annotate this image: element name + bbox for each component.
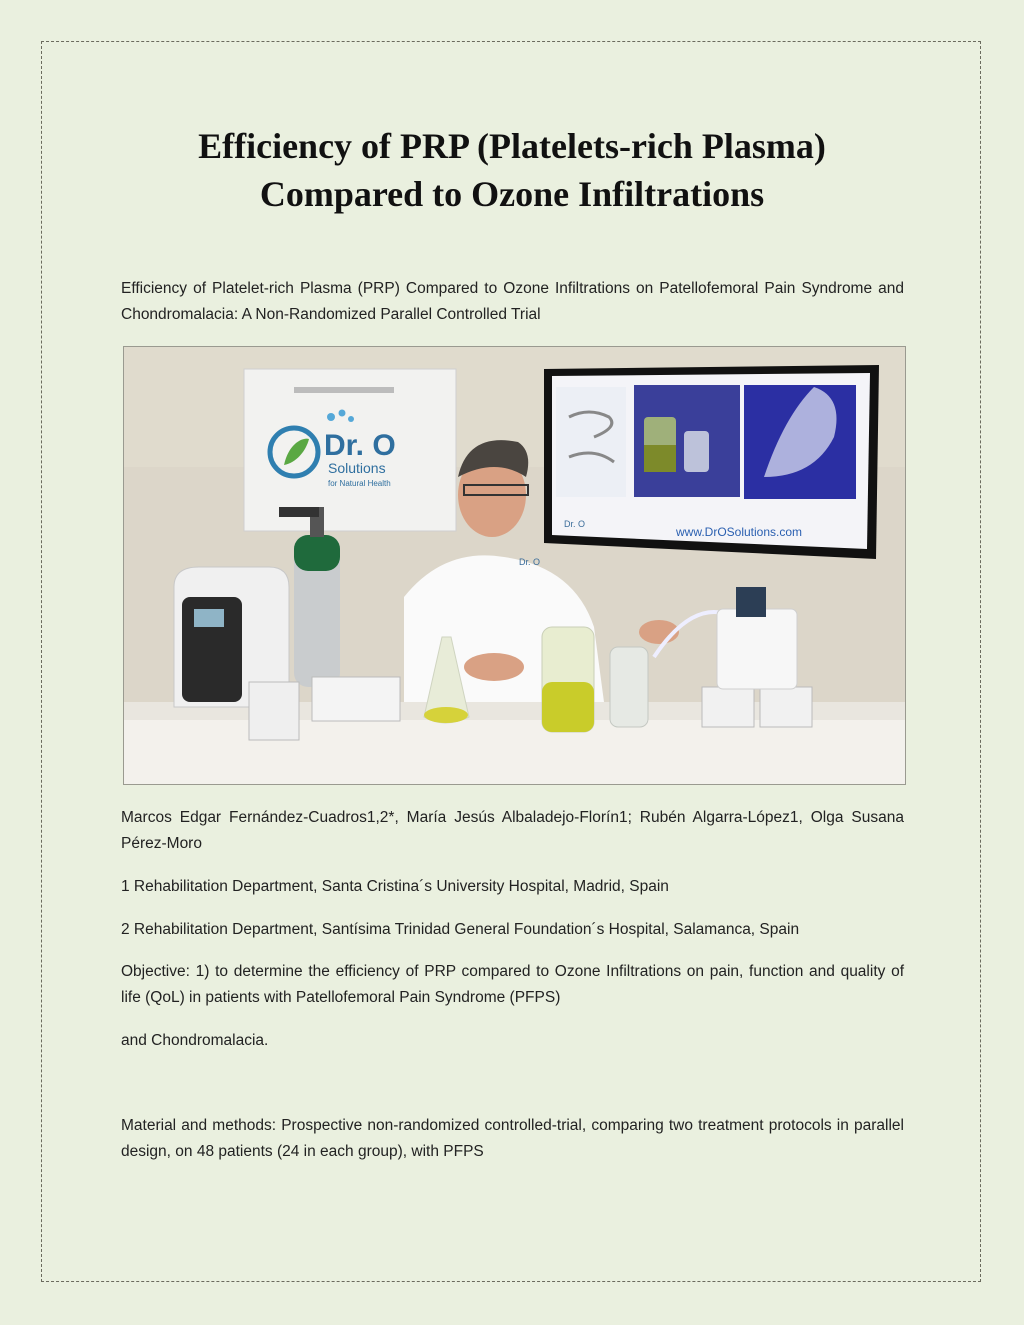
objective-continuation: and Chondromalacia. xyxy=(121,1032,269,1049)
logo-solutions-text: Solutions xyxy=(328,460,386,476)
document-authors: Marcos Edgar Fernández-Cuadros1,2*, María Jesús Albaladejo-Florín1; Rubén Algarra-López1, Olga Susana Pérez-Moro xyxy=(121,809,904,852)
logo-tagline-text: for Natural Health xyxy=(328,479,391,488)
photo-illustration xyxy=(124,347,906,785)
affiliation-1: 1 Rehabilitation Department, Santa Cristina´s University Hospital, Madrid, Spain xyxy=(121,878,669,895)
screen-logo-text: Dr. O xyxy=(564,519,586,529)
logo-brand-text: Dr. O xyxy=(324,429,396,462)
title-line-1: Efficiency of PRP (Platelets-rich Plasma) xyxy=(198,126,826,166)
logo-sign xyxy=(244,369,456,531)
document-subtitle: Efficiency of Platelet-rich Plasma (PRP) Compared to Ozone Infiltrations on Patellofemoral Pain Syndrome and Chondromalacia: A Non-Randomized Parallel Controlled Trial xyxy=(121,280,904,323)
title-line-2: Compared to Ozone Infiltrations xyxy=(259,174,765,214)
generator-box xyxy=(312,677,400,721)
device-box-2 xyxy=(760,687,812,727)
document-title xyxy=(42,122,982,218)
document-page xyxy=(41,41,981,1282)
flow-meter-box xyxy=(249,682,299,740)
tv-screen xyxy=(544,365,879,559)
methods-paragraph: Material and methods: Prospective non-randomized controlled-trial, comparing two treatment protocols in parallel design, on 48 patients (24 in each group), with PFPS xyxy=(121,1117,904,1160)
shirt-logo-text: Dr. O xyxy=(519,557,541,567)
device-box-1 xyxy=(702,687,754,727)
demo-photo xyxy=(123,346,906,785)
objective-paragraph: Objective: 1) to determine the efficiency of PRP compared to Ozone Infiltrations on pain, function and quality of life (QoL) in patients with Patellofemoral Pain Syndrome (PFPS) xyxy=(121,963,904,1006)
affiliation-2: 2 Rehabilitation Department, Santísima Trinidad General Foundation´s Hospital, Salamanca, Spain xyxy=(121,921,800,938)
screen-url-text: www.DrOSolutions.com xyxy=(676,525,803,539)
